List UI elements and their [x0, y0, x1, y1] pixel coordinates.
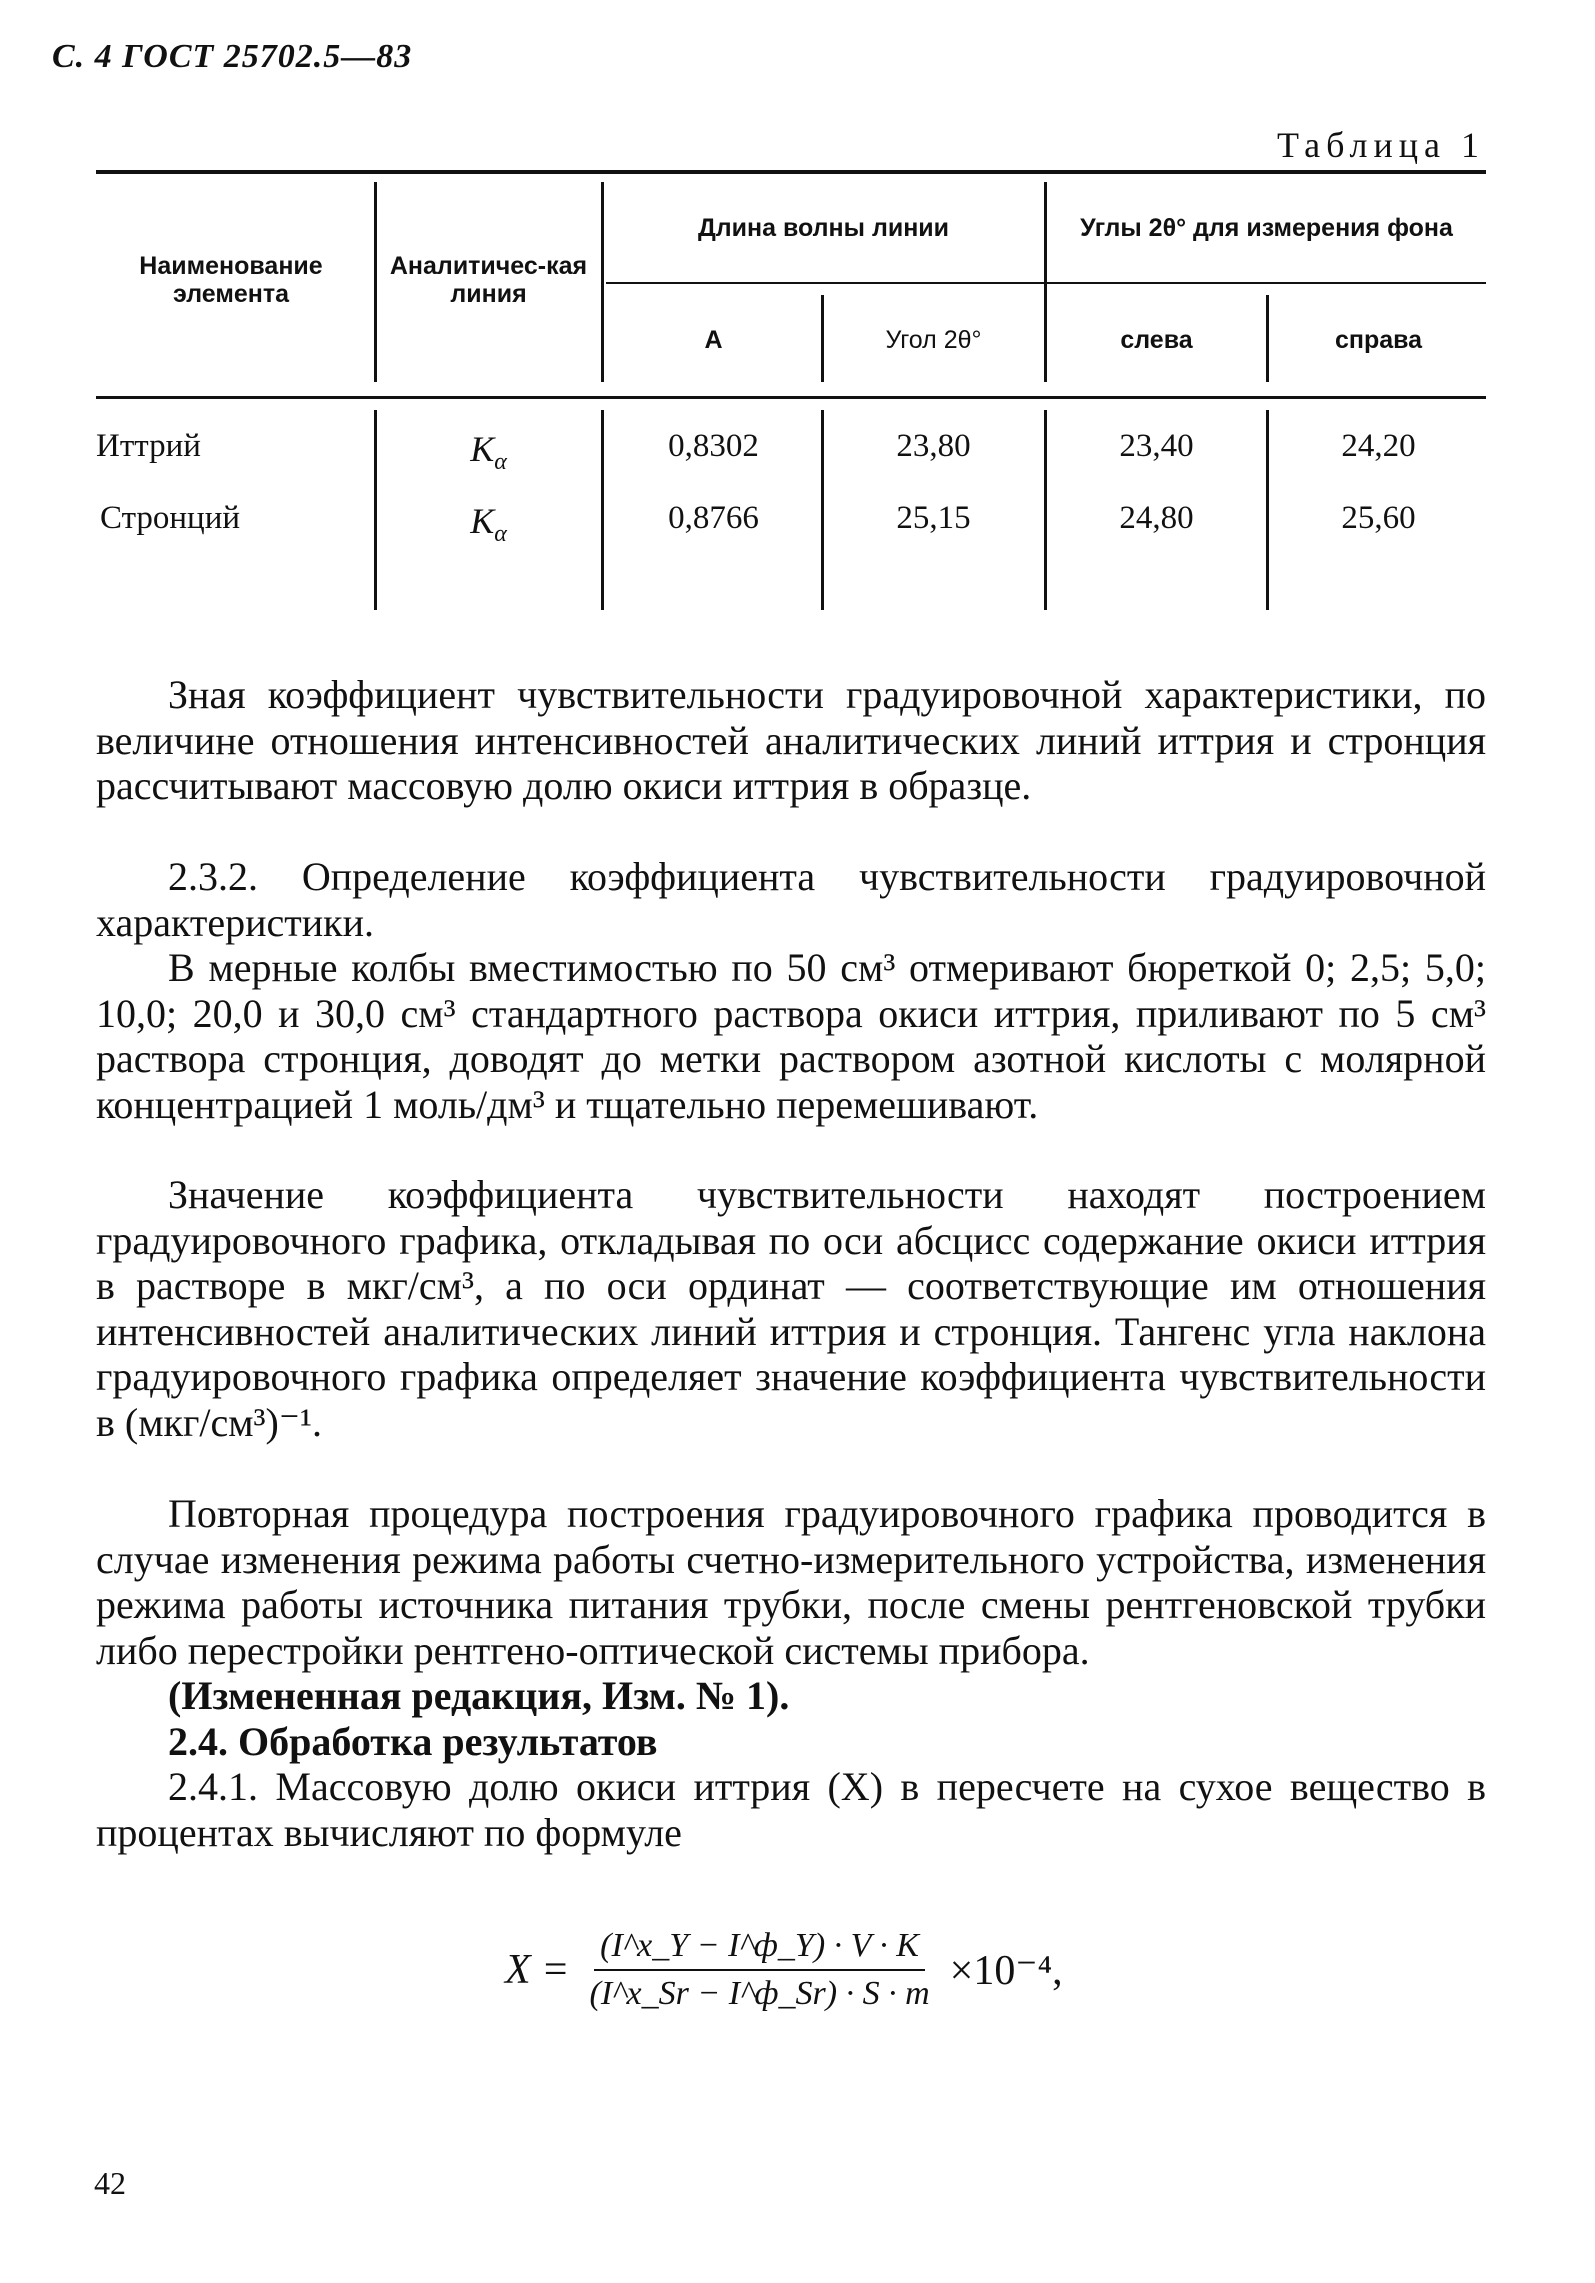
- paragraph-text: Повторная процедура построения градуировочного графика проводится в случае изменения режима работы счетно-измерительного устройства, изменения режима работы источника питания трубки, после смены рентгеновской трубки либо перестройки рентгено-оптической системы прибора.: [96, 1491, 1486, 1673]
- section-heading: [96, 1719, 1486, 1765]
- paragraph: [96, 1764, 1486, 1855]
- paragraph: [96, 1172, 1486, 1445]
- formula: [505, 1910, 1063, 2030]
- row-line: [386, 500, 591, 548]
- paragraph-text: Значение коэффициента чувствительности находят построением градуировочного графика, откладывая по оси абсцисс содержание окиси иттрия в растворе в мкг/см³, а по оси ординат — соответствующие им отношения интенсивностей аналитических линий иттрия и стронция. Тангенс угла наклона градуировочного графика определяет значение коэффициента чувствительности в (мкг/см³)⁻¹.: [96, 1172, 1486, 1445]
- paragraph: [96, 1491, 1486, 1673]
- row-line-k: K: [470, 429, 495, 469]
- table-col-divider: [601, 410, 604, 610]
- page-header: С. 4 ГОСТ 25702.5—83: [52, 38, 413, 75]
- row-line-sub: α: [494, 449, 507, 476]
- header-sub-a: А: [704, 326, 723, 354]
- row-line: [386, 428, 591, 476]
- table-col-divider: [1266, 410, 1269, 610]
- formula-lhs: X =: [505, 1947, 570, 1993]
- table-top-rule: [96, 170, 1486, 174]
- header-analytic-line: Аналитичес-кая линия: [389, 252, 588, 308]
- header-sub-right: справа: [1334, 326, 1423, 354]
- header-element: Наименование элемента: [139, 252, 323, 308]
- header-wavelength-group: Длина волны линии: [697, 213, 950, 242]
- data-table: [96, 170, 1486, 620]
- paragraph-text: 2.3.2. Определение коэффициента чувствительности градуировочной характеристики.: [96, 854, 1486, 945]
- row-line-k: K: [470, 501, 495, 541]
- row-wavelength: 0,8302: [668, 428, 759, 464]
- amendment-note: [96, 1673, 1486, 1719]
- header-sub-left: слева: [1120, 326, 1193, 354]
- header-sub-angle: [831, 295, 1036, 385]
- page-number: 42: [94, 2165, 126, 2201]
- row-wavelength: 0,8766: [668, 500, 759, 536]
- row-angle: 23,80: [896, 428, 971, 464]
- row-line-sub: α: [494, 521, 507, 548]
- table-col-divider: [821, 410, 824, 610]
- formula-factor: ×10⁻⁴,: [949, 1948, 1063, 1994]
- paragraph-text: 2.4. Обработка результатов: [168, 1719, 658, 1764]
- paragraph-text: (Измененная редакция, Изм. № 1).: [168, 1673, 790, 1718]
- header-sub-angle-text: Угол 2θ°: [885, 326, 982, 354]
- row-bg-right: 25,60: [1341, 500, 1416, 536]
- row-bg-left: 23,40: [1119, 428, 1194, 464]
- row-bg-left: 24,80: [1119, 500, 1194, 536]
- table-col-divider: [1266, 295, 1269, 382]
- formula-numerator: (I^x_Y − I^ф_Y) · V · K: [594, 1927, 925, 1971]
- paragraph: [96, 672, 1486, 809]
- paragraph-text: В мерные колбы вместимостью по 50 см³ отмеривают бюреткой 0; 2,5; 5,0; 10,0; 20,0 и 30,0 см³ стандартного раствора окиси иттрия, приливают по 5 см³ раствора стронция, доводят до метки раствором азотной кислоты с молярной концентрацией 1 моль/дм³ и тщательно перемешивают.: [96, 945, 1486, 1127]
- header-background-group: Углы 2θ° для измерения фона: [1080, 214, 1453, 242]
- table-col-divider: [821, 295, 824, 382]
- row-angle: 25,15: [896, 500, 971, 536]
- row-bg-right: 24,20: [1341, 428, 1416, 464]
- section-heading: [96, 854, 1486, 945]
- table-col-divider: [1044, 182, 1047, 382]
- table-col-divider: [374, 182, 377, 382]
- formula-denominator: (I^x_Sr − I^ф_Sr) · S · m: [589, 1975, 930, 2012]
- table-col-divider: [601, 182, 604, 382]
- paragraph-text: Зная коэффициент чувствительности градуировочной характеристики, по величине отношения интенсивностей аналитических линий иттрия и стронция рассчитывают массовую долю окиси иттрия в образце.: [96, 672, 1486, 808]
- row-element: Стронций: [100, 500, 241, 536]
- table-col-divider: [374, 410, 377, 610]
- table-header-rule: [96, 396, 1486, 399]
- paragraph: [96, 945, 1486, 1127]
- table-caption: Таблица 1: [1277, 125, 1485, 165]
- paragraph-text: 2.4.1. Массовую долю окиси иттрия (X) в пересчете на сухое вещество в процентах вычисляют по формуле: [96, 1764, 1486, 1855]
- formula-fraction: [584, 1927, 936, 2013]
- row-element: Иттрий: [96, 428, 201, 464]
- table-col-divider: [1044, 410, 1047, 610]
